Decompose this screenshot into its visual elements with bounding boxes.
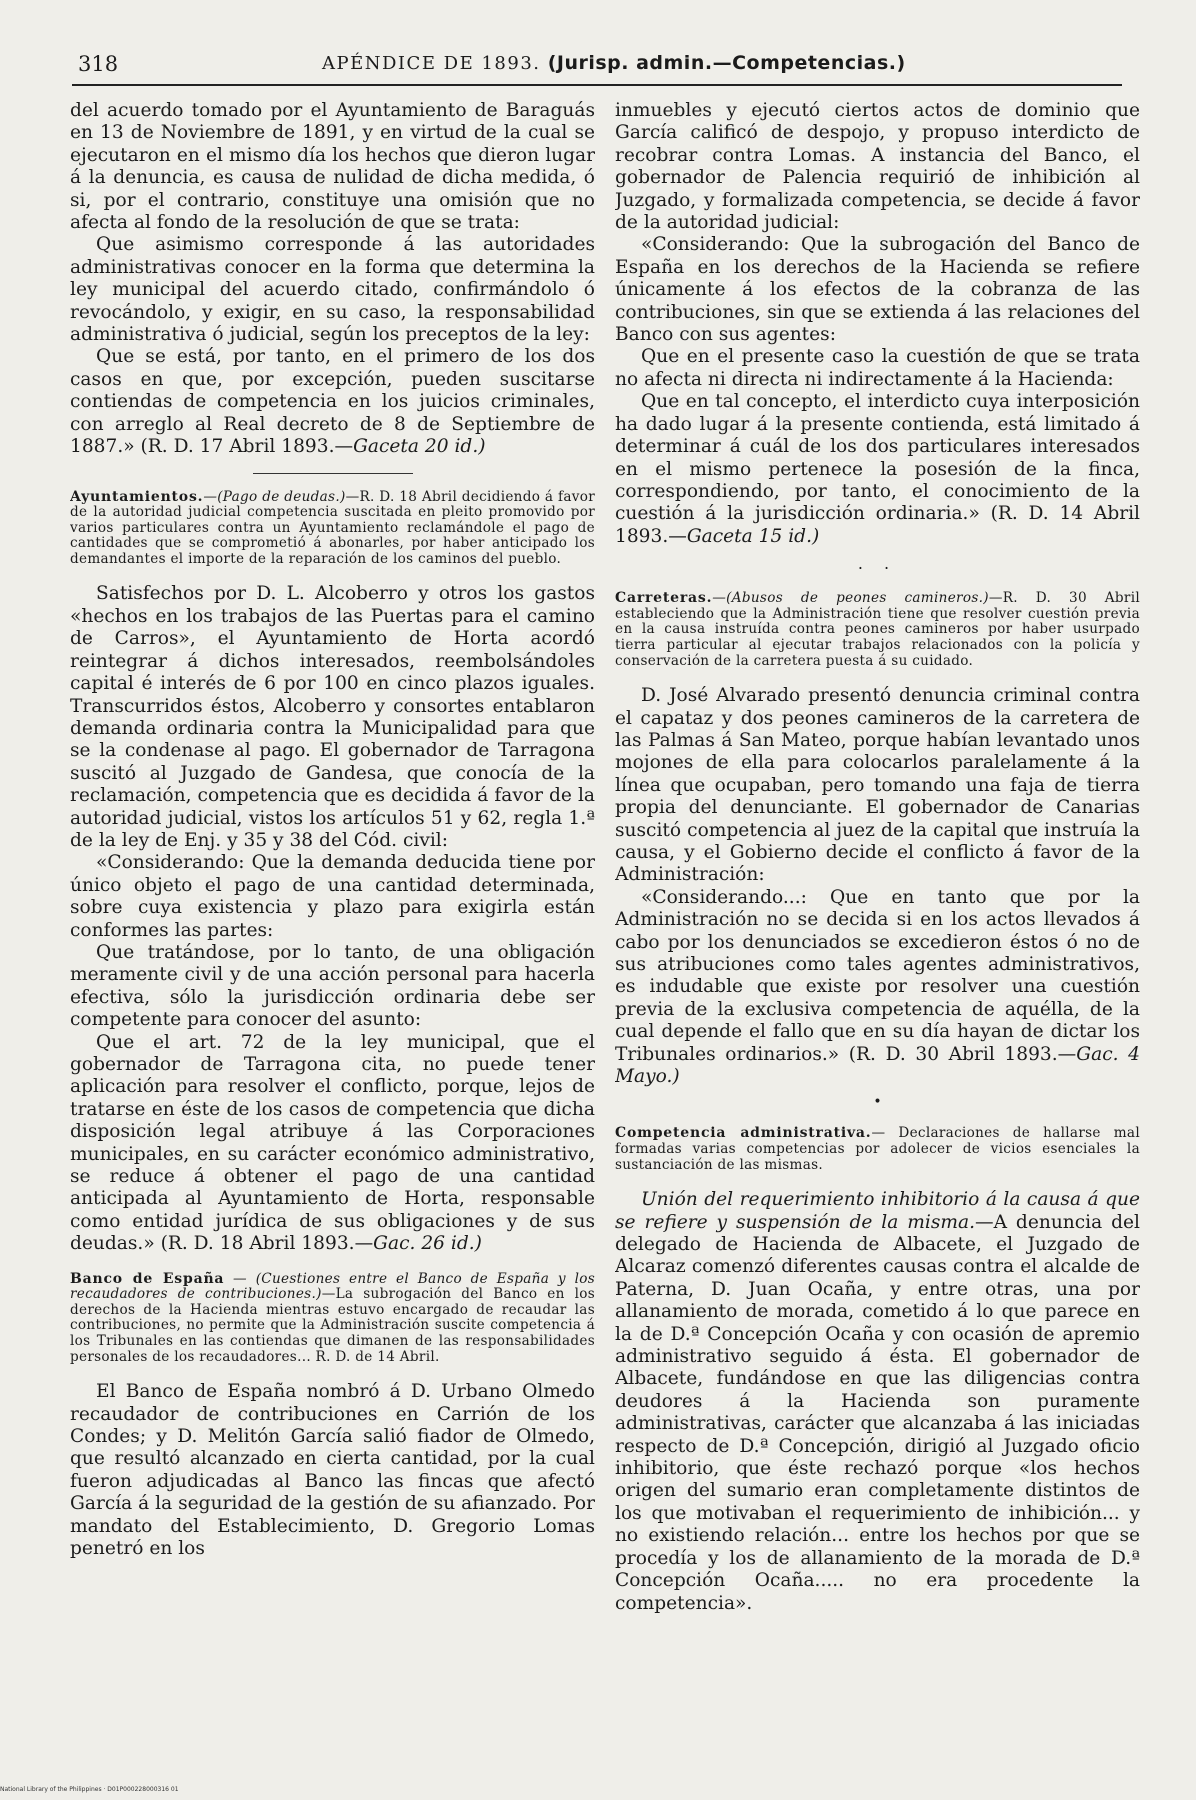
section-subject: — (Cuestiones entre el Banco de España y los recaudadores de contribuciones.) <box>70 1270 595 1303</box>
running-title <box>322 50 906 74</box>
paragraph-text: «Considerando...: Que en tanto que por la Administración no se decida si en los actos llevados á cabo por los denunciados se excedieron éstos ó no de sus atribuciones como tales agentes administrativos, es indudable que existe por resolver una cuestión previa de la exclusiva competencia de aquélla, de la cual depende el fallo que en su día hayan de dictar los Tribunales ordinarios.» (R. D. 30 Abril 1893.— <box>615 886 1140 1065</box>
summary-text: —R. D. 18 Abril decidiendo á favor de la autoridad judicial competencia suscitada en pleito promovido por varios particulares contra un Ayuntamiento reclamándole el pago de cantidades que se comprometió á abonarles, por haber anticipado los demandantes el importe de la reparación de los caminos del pueblo. <box>70 488 595 567</box>
citation: Gac. 4 Mayo.) <box>615 1043 1140 1087</box>
section-heading: Competencia administrativa. <box>615 1125 872 1142</box>
paragraph: D. José Alvarado presentó denuncia criminal contra el capataz y dos peones camineros de la carretera de las Palmas á San Mateo, porque habían levantado unos mojones de ella para colocarlos paralelamente á la línea que ocupaban, pero tomando una faja de tierra propia del denunciante. El gobernador de Canarias suscitó competencia al juez de la capital que instruía la causa, y el Gobierno decide el conflicto á favor de la Administración: <box>615 685 1140 886</box>
paragraph <box>615 1189 1140 1615</box>
section-divider: • <box>873 1094 882 1111</box>
section-summary <box>615 1126 1140 1173</box>
section-summary <box>615 591 1140 669</box>
paragraph <box>70 1032 595 1256</box>
citation: Gac. 26 id.) <box>373 1233 482 1255</box>
page-number: 318 <box>78 52 119 76</box>
paragraph: El Banco de España nombró á D. Urbano Olmedo recaudador de contribuciones en Carrión de los Condes; y D. Melitón García salió fiador de Olmedo, que resultó alcanzado en cierta cantidad, por la cual fueron adjudicadas al Banco las fincas que afectó García á la seguridad de la gestión de su afianzado. Por mandato del Establecimiento, D. Gregorio Lomas penetró en los <box>70 1381 595 1560</box>
running-title-prefix: APÉNDICE DE 1893. <box>322 53 541 74</box>
summary-text: — Declaraciones de hallarse mal formadas varias competencias por adolecer de vicios esenciales la sustanciación de las mismas. <box>615 1125 1140 1173</box>
summary-text: —R. D. 30 Abril estableciendo que la Administración tiene que resolver cuestión previa en la causa instruída contra peones camineros por haber usurpado tierra particular al ejecutar trabajos relacionados con la policía y conservación de la carretera puesta á su cuidado. <box>615 590 1140 669</box>
italic-lead: Unión del requerimiento inhibitorio á la causa á que se refiere y suspensión de la misma. <box>615 1189 1140 1233</box>
section-heading: Carreteras. <box>615 590 713 607</box>
paragraph: Que asimismo corresponde á las autoridades administrativas conocer en la forma que determina la ley municipal del acuerdo citado, confirmándolo ó revocándolo, y exigir, en su caso, la responsabilidad administrativa ó judicial, según los preceptos de la ley: <box>70 234 595 346</box>
footer-credit: National Library of the Philippines · D01P000228000316 01 <box>0 1786 179 1793</box>
section-heading: Banco de España <box>70 1270 225 1287</box>
left-column <box>70 100 595 1765</box>
summary-text: —La subrogación del Banco en los derechos de la Hacienda mientras estuvo encargado de recaudar las contribuciones, no permite que la Administración suscite competencia á los Tribunales en las contiendas que dimanen de las responsabilidades personales de los recaudadores... R. D. de 14 Abril. <box>70 1286 595 1365</box>
paragraph <box>615 887 1140 1089</box>
paragraph-text: Que se está, por tanto, en el primero de los dos casos en que, por excepción, pueden suscitarse contiendas de competencia en los juicios criminales, con arreglo al Real decreto de 8 de Septiembre de 1887.» (R. D. 17 Abril 1893.— <box>70 346 595 458</box>
paragraph-text: Que en tal concepto, el interdicto cuya interposición ha dado lugar á la presente contienda, está limitado á determinar á cuál de los dos particulares interesados en el mismo pertenece la posesión de la finca, correspondiendo, por tanto, el conocimiento de la cuestión á la jurisdicción ordinaria.» (R. D. 14 Abril 1893.— <box>615 391 1140 547</box>
paragraph: Que en el presente caso la cuestión de que se trata no afecta ni directa ni indirectamente á la Hacienda: <box>615 346 1140 390</box>
paragraph: «Considerando: Que la demanda deducida tiene por único objeto el pago de una cantidad determinada, sobre cuya existencia y plazo para exigirla están conformes las partes: <box>70 852 595 941</box>
paragraph <box>70 346 595 458</box>
paragraph <box>615 391 1140 548</box>
paragraph: del acuerdo tomado por el Ayuntamiento de Baraguás en 13 de Noviembre de 1891, y en virtud de la cual se ejecutaron en el mismo día los hechos que dieron lugar á la denuncia, es causa de nulidad de dicha medida, ó si, por el contrario, constituye una omisión que no afecta al fondo de la resolución de que se trata: <box>70 100 595 234</box>
section-heading: Ayuntamientos. <box>70 488 204 505</box>
right-column <box>615 100 1140 1765</box>
section-divider <box>253 473 413 474</box>
paragraph-text: —A denuncia del delegado de Hacienda de Albacete, el Juzgado de Alcaraz comenzó diferentes causas contra el alcalde de Paterna, D. Juan Ocaña, y entre otras, una por allanamiento de morada, cometido á lo que parece en la de D.ª Concepción Ocaña y con ocasión de apremio administrativo seguido á ésta. El gobernador de Albacete, fundándose en que las diligencias contra deudores á la Hacienda son puramente administrativas, carácter que alcanzaba á las iniciadas respecto de D.ª Concepción, dirigió al Juzgado oficio inhibitorio, que éste rechazó porque «los hechos origen del sumario eran completamente distintos de los que motivaban el requerimiento de inhibición... y no existiendo relación... entre los hechos por que se procedía y los de allanamiento de la morada de D.ª Concepción Ocaña..... no era procedente la competencia». <box>615 1211 1140 1614</box>
section-summary <box>70 1272 595 1366</box>
section-summary <box>70 490 595 568</box>
paragraph-text: Que el art. 72 de la ley municipal, que el gobernador de Tarragona cita, no puede tener aplicación para resolver el conflicto, porque, lejos de tratarse en éste de los casos de competencia que dicha disposición legal atribuye á las Corporaciones municipales, en su carácter económico administrativo, se reduce á obtener el pago de una cantidad anticipada al Ayuntamiento de Horta, responsable como entidad jurídica de sus obligaciones y de sus deudas.» (R. D. 18 Abril 1893.— <box>70 1031 595 1255</box>
citation: Gaceta 15 id.) <box>686 525 820 547</box>
section-divider: . . <box>857 554 898 574</box>
paragraph: inmuebles y ejecutó ciertos actos de dominio que García calificó de despojo, y propuso interdicto de recobrar contra Lomas. A instancia del Banco, el gobernador de Palencia requirió de inhibición al Juzgado, y formalizada competencia, se decide á favor de la autoridad judicial: <box>615 100 1140 234</box>
paragraph: Que tratándose, por lo tanto, de una obligación meramente civil y de una acción personal para hacerla efectiva, sólo la jurisdicción ordinaria debe ser competente para conocer del asunto: <box>70 941 595 1031</box>
running-title-suffix: (Jurisp. admin.—Competencias.) <box>547 52 906 74</box>
citation: Gaceta 20 id.) <box>353 436 486 458</box>
section-subject: —(Abusos de peones camineros.) <box>712 590 989 607</box>
page-header <box>72 44 1122 86</box>
paragraph: «Considerando: Que la subrogación del Banco de España en los derechos de la Hacienda se refiere únicamente á los efectos de la cobranza de las contribuciones, sin que se extienda á las relaciones del Banco con sus agentes: <box>615 234 1140 346</box>
section-subject: —(Pago de deudas.) <box>203 488 346 505</box>
paragraph: Satisfechos por D. L. Alcoberro y otros los gastos «hechos en los trabajos de las Puertas para el camino de Carros», el Ayuntamiento de Horta acordó reintegrar á dichos interesados, reembolsándoles capital é interés de 6 por 100 en cinco plazos iguales. Transcurridos éstos, Alcoberro y consortes entablaron demanda ordinaria contra la Municipalidad para que se la condenase al pago. El gobernador de Tarragona suscitó al Juzgado de Gandesa, que conocía de la reclamación, competencia que es decidida á favor de la autoridad judicial, vistos los artículos 51 y 62, regla 1.ª de la ley de Enj. y 35 y 38 del Cód. civil: <box>70 583 595 851</box>
